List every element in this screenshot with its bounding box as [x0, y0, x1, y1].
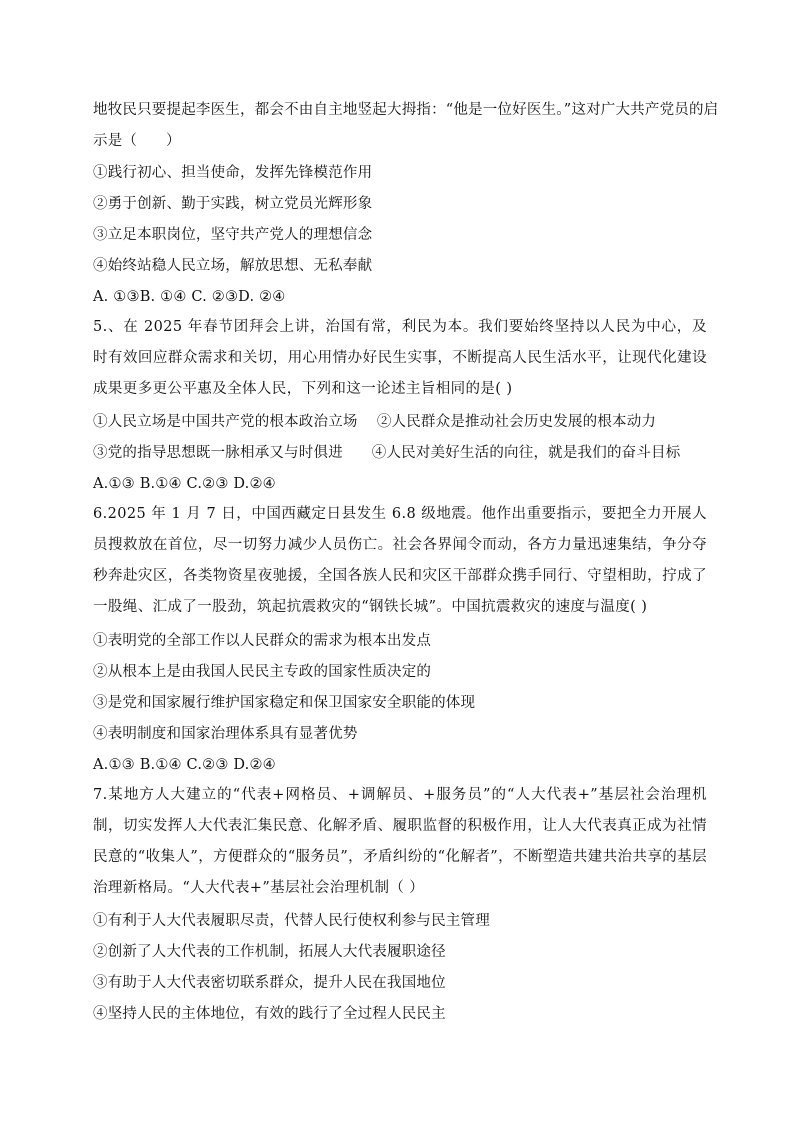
q7-option-2: ②创新了人大代表的工作机制，拓展人大代表履职途径 — [93, 944, 446, 960]
q4-option-3: ③立足本职岗位，坚守共产党人的理想信念 — [93, 227, 373, 243]
q5-answer-choices: A.①③ B.①④ C.②③ D.②④ — [93, 476, 276, 492]
q6-option-1: ①表明党的全部工作以人民群众的需求为根本出发点 — [93, 633, 432, 649]
q5-options-row-2: ③党的指导思想既一脉相承又与时俱进 ④人民对美好生活的向往，就是我们的奋斗目标 — [93, 445, 681, 461]
q6-option-3: ③是党和国家履行维护国家稳定和保卫国家安全职能的体现 — [93, 695, 476, 711]
q5-options-row-1: ①人民立场是中国共产党的根本政治立场 ②人民群众是推动社会历史发展的根本动力 — [93, 414, 657, 430]
q4-option-2: ②勇于创新、勤于实践，树立党员光辉形象 — [93, 196, 373, 212]
q7-option-3: ③有助于人大代表密切联系群众，提升人民在我国地位 — [93, 975, 446, 991]
q4-option-4: ④始终站稳人民立场，解放思想、无私奉献 — [93, 258, 373, 274]
q5-stem: 5.、在 2025 年春节团拜会上讲，治国有常，利民为本。我们要始终坚持以人民为中心，及时有效回应群众需求和关切，用心用情办好民生实事，不断提高人民生活水平，让现代化建设成果更多更公平惠及全体人民，下列和这一论述主旨相同的是( ) — [93, 319, 707, 397]
q4-answer-choices: A. ①③B. ①④ C. ②③D. ②④ — [93, 289, 286, 305]
q7-option-4: ④坚持人民的主体地位，有效的践行了全过程人民民主 — [93, 1006, 446, 1022]
q7-stem: 7.某地方人大建立的“代表+网格员、+调解员、+服务员”的“人大代表+”基层社会治理机制，切实发挥人大代表汇集民意、化解矛盾、履职监督的积极作用，让人大代表真正成为社情民意的“收集人”，方便群众的“服务员”，矛盾纠纷的“化解者”，不断塑造共建共治共享的基层治理新格局。“人大代表+”基层社会治理机制（ ） — [93, 787, 707, 896]
q6-option-4: ④表明制度和国家治理体系具有显著优势 — [93, 726, 358, 742]
q4-stem-line-1: 地牧民只要提起李医生，都会不由自主地竖起大拇指：“他是一位好医生。”这对广大共产党员的启 — [93, 102, 719, 118]
q7-option-1: ①有利于人大代表履职尽责，代替人民行使权利参与民主管理 — [93, 913, 490, 929]
q4-option-1: ①践行初心、担当使命，发挥先锋模范作用 — [93, 165, 373, 181]
q6-stem: 6.2025 年 1 月 7 日，中国西藏定日县发生 6.8 级地震。他作出重要指示，要把全力开展人员搜救放在首位，尽一切努力减少人员伤亡。社会各界闻令而动，各方力量迅速集结，争分夺秒奔赴灾区，各类物资星夜驰援，全国各族人民和灾区干部群众携手同行、守望相助，拧成了一股绳、汇成了一股劲，筑起抗震救灾的“钢铁长城”。中国抗震救灾的速度与温度( ) — [93, 506, 707, 615]
q4-stem-line-2: 示是（ ） — [93, 133, 181, 149]
q6-answer-choices: A.①③ B.①④ C.②③ D.②④ — [93, 757, 276, 773]
q6-option-2: ②从根本上是由我国人民民主专政的国家性质决定的 — [93, 664, 432, 680]
